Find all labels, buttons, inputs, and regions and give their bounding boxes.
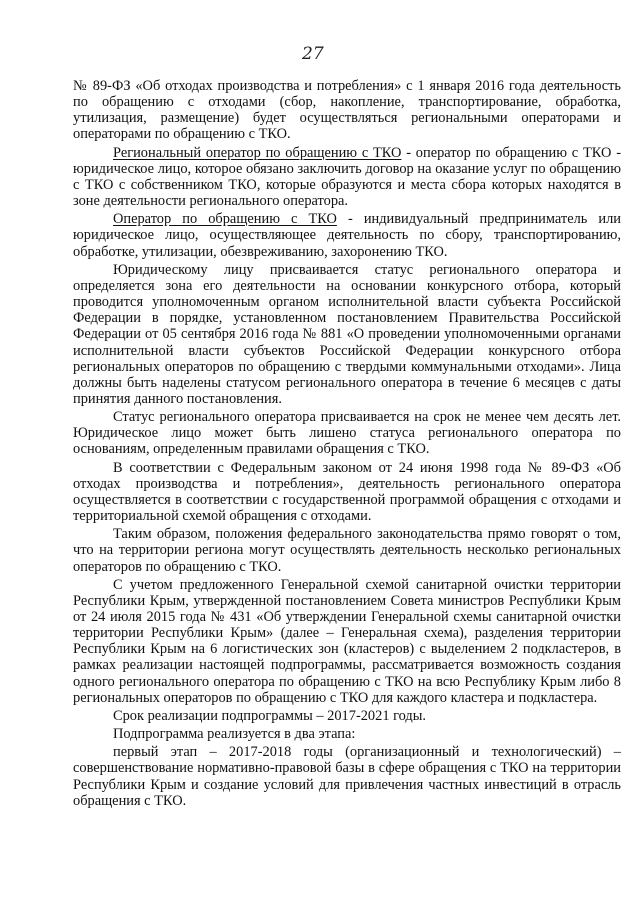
paragraph-text: Юридическому лицу присваивается статус регионального оператора и определяется зона его деятельности на основании конкурсного отбора, который проводится уполномоченным органом исполнительной власти субъекта Российской Федерации в порядке, установленном постановлением Правительства Российской Федерации от 05 сентября 2016 года № 881 «О проведении уполномоченными органами исполнительной власти субъектов Российской Федерации конкурсного отбора региональных операторов по обращению с твердыми коммунальными отходами». Лица должны быть наделены статусом регионального оператора в течение 6 месяцев с даты принятия данного постановления. xyxy=(73,261,621,407)
paragraph-conclusion xyxy=(73,526,621,574)
term-operator: Оператор по обращению с ТКО xyxy=(113,211,337,228)
paragraph-text: первый этап – 2017-2018 годы (организационный и технологический) – совершенствование нормативно-правовой базы в сфере обращения с ТКО на территории Республики Крым и создание условий для привлечения частных инвестиций в отрасль обращения с ТКО. xyxy=(73,744,621,809)
paragraph-text: С учетом предложенного Генеральной схемой санитарной очистки территории Республики Крым, утвержденной постановлением Совета министров Республики Крым от 24 июля 2015 года № 431 «Об утверждении Генеральной схемы санитарной очистки территории Республики Крым» (далее – Генеральная схема), разделения территории Республики Крым на 6 логистических зон (кластеров) с выделением 2 подкластеров, в рамках реализации настоящей подпрограммы, рассматривается возможность создания одного регионального оператора по обращению с ТКО на всю Республику Крым либо 8 региональных операторов по обращению с ТКО для каждого кластера и подкластера. xyxy=(73,576,621,706)
paragraph-implementation-period xyxy=(73,708,621,724)
paragraph-federal-law xyxy=(73,460,621,525)
document-body xyxy=(73,78,621,811)
paragraph-regional-operator-definition xyxy=(73,145,621,210)
paragraph-text: Подпрограмма реализуется в два этапа: xyxy=(113,726,356,743)
paragraph-status-term xyxy=(73,409,621,457)
paragraph-stages-intro xyxy=(73,726,621,742)
paragraph-general-scheme xyxy=(73,577,621,706)
page-number: 27 xyxy=(302,44,324,64)
paragraph-status-assignment xyxy=(73,262,621,407)
paragraph-text: Срок реализации подпрограммы – 2017-2021 годы. xyxy=(113,707,427,724)
paragraph-intro xyxy=(73,78,621,143)
paragraph-operator-definition xyxy=(73,211,621,259)
paragraph-text: - оператор по обращению с ТКО - юридическое лицо, которое обязано заключить договор на оказание услуг по обращению с ТКО с собственником ТКО, которые образуются и места сбора которых находятся в зоне деятельности регионального оператора. xyxy=(73,144,621,210)
term-regional-operator: Региональный оператор по обращению с ТКО xyxy=(113,144,402,161)
paragraph-text: - индивидуальный предприниматель или юридическое лицо, осуществляющее деятельность по сбору, транспортированию, обработке, утилизации, обезвреживанию, захоронению ТКО. xyxy=(73,211,621,260)
paragraph-text: Таким образом, положения федерального законодательства прямо говорят о том, что на территории региона могут осуществлять деятельность несколько региональных операторов по обращению с ТКО. xyxy=(73,526,621,575)
paragraph-text: № 89-ФЗ «Об отходах производства и потребления» с 1 января 2016 года деятельность по обращению с отходами (сбор, накопление, транспортирование, обработка, утилизация, размещение) будет осуществляться региональными операторами и операторами по обращению с ТКО. xyxy=(73,78,621,143)
paragraph-text: В соответствии с Федеральным законом от 24 июня 1998 года № 89-ФЗ «Об отходах производства и потребления», деятельность регионального оператора осуществляется в соответствии с государственной программой обращения с отходами и территориальной схемой обращения с отходами. xyxy=(73,459,621,525)
paragraph-first-stage xyxy=(73,744,621,809)
paragraph-text: Статус регионального оператора присваивается на срок не менее чем десять лет. Юридическое лицо может быть лишено статуса регионального оператора по основаниям, определенным правилами обращения с ТКО. xyxy=(73,409,621,458)
